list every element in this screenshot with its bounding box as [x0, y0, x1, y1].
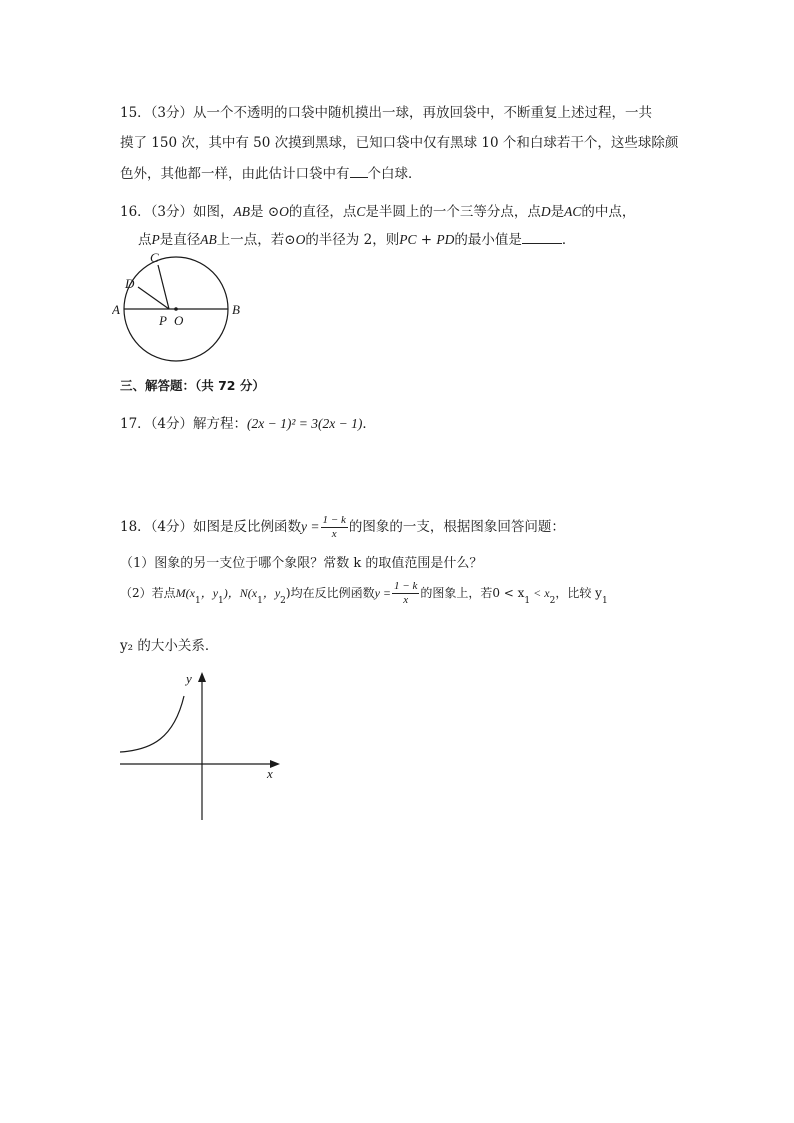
q18-sub: 1 [257, 596, 263, 606]
q16-var: D [540, 204, 551, 219]
q17-text: 17．（4分）解方程： [120, 416, 248, 432]
q18-line-3: y₂ 的大小关系． [120, 638, 219, 654]
q16-line-1 [120, 203, 635, 221]
q16-text: 点 [138, 232, 152, 248]
hyperbola-branch [120, 696, 184, 752]
fraction-denominator: x [331, 528, 337, 540]
q18-sub: 1 [218, 596, 224, 606]
q17-equation: (2x − 1)² = 3(2x − 1) [247, 416, 363, 431]
center-dot [174, 307, 178, 311]
q18-sub: 1 [524, 596, 531, 606]
fraction-denominator: x [403, 594, 409, 606]
q18-text: （2）若点 [120, 586, 176, 600]
q16-text: 是半圆上的一个三等分点，点 [365, 204, 541, 220]
q18-part-1: （1）图象的另一支位于哪个象限？常数 k 的取值范围是什么？ [120, 556, 483, 571]
q18-text: )均在反比例函数 [285, 586, 375, 600]
label-a: A [112, 302, 120, 317]
q17-line [120, 415, 376, 433]
label-b: B [232, 302, 240, 317]
q15-line-3 [120, 164, 422, 183]
q16-text: ． [561, 232, 576, 248]
q18-y-eq: y = [301, 519, 320, 534]
fraction-numerator: 1 − k [322, 514, 346, 526]
q16-var: AB [233, 204, 251, 219]
q18-y-eq: y = [374, 586, 392, 600]
q16-text: 是 [550, 204, 565, 220]
q18-line-1 [120, 512, 565, 542]
q15-line-2: 摸了 150 次，其中有 50 次摸到黑球，已知口袋中仅有黑球 10 个和白球若干个，这些球除颜 [120, 135, 679, 151]
q16-var: O [295, 232, 306, 247]
q18-sub: 2 [549, 596, 556, 606]
q18-sub: 1 [601, 596, 608, 606]
q16-text: 是直径 [159, 232, 201, 248]
q16-text: 的最小值是 [454, 232, 522, 248]
section-3-title: 三、解答题：（共 72 分） [120, 378, 265, 393]
q15-answer-blank [350, 164, 368, 178]
q16-circle-figure [112, 248, 252, 366]
label-y: y [186, 671, 192, 686]
q16-var: AB [200, 232, 217, 247]
q18-text: 的图象上，若0 < x [420, 586, 525, 600]
q15-line-1: 15．（3分）从一个不透明的口袋中随机摸出一球，再放回袋中，不断重复上述过程，一共 [120, 105, 653, 121]
q18-var: M(x [175, 586, 195, 600]
q18-sub: 2 [280, 596, 286, 606]
q18-var: ，y [200, 586, 219, 600]
q18-part-2 [120, 578, 608, 610]
q18-text: ，比较 y [555, 586, 602, 600]
q18-fraction [321, 514, 348, 541]
q16-answer-blank [522, 230, 562, 244]
label-d: D [125, 276, 135, 291]
q18-sub: 1 [194, 596, 201, 606]
q18-text: 18．（4分）如图是反比例函数 [120, 519, 302, 535]
fraction-numerator: 1 − k [394, 580, 418, 592]
q18-var: )，N(x [223, 586, 258, 600]
q15-text: 色外，其他都一样，由此估计口袋中有 [120, 166, 350, 182]
q16-text: 的直径，点 [288, 204, 357, 220]
q16-text: 上一点，若⊙ [216, 232, 296, 248]
q16-var: PC [399, 232, 417, 247]
q16-var: AC [564, 204, 582, 219]
q18-fraction-2 [392, 580, 419, 607]
q16-var: P [151, 232, 160, 247]
label-c: C [150, 250, 159, 265]
q16-text: 的中点， [581, 204, 636, 220]
q16-text: 的半径为 2，则 [305, 232, 400, 248]
q16-plus: + [416, 232, 437, 248]
q16-var: O [279, 204, 289, 219]
label-o: O [174, 313, 184, 328]
label-p: P [159, 313, 167, 328]
y-axis-arrow [198, 672, 206, 682]
q16-text: 是 ⊙ [250, 204, 280, 220]
q16-var: PD [436, 232, 455, 247]
q16-var: C [356, 204, 366, 219]
q18-text: 的图象的一支，根据图象回答问题： [348, 519, 565, 535]
q18-var: ，y [262, 586, 281, 600]
q18-var: < x [530, 586, 550, 600]
q18-graph [112, 668, 292, 824]
q15-text-end: 个白球． [367, 166, 422, 182]
label-x: x [267, 766, 273, 781]
q16-text: 16．（3分）如图， [120, 204, 234, 220]
q17-text: ． [362, 416, 376, 432]
q16-line-2 [138, 230, 575, 249]
